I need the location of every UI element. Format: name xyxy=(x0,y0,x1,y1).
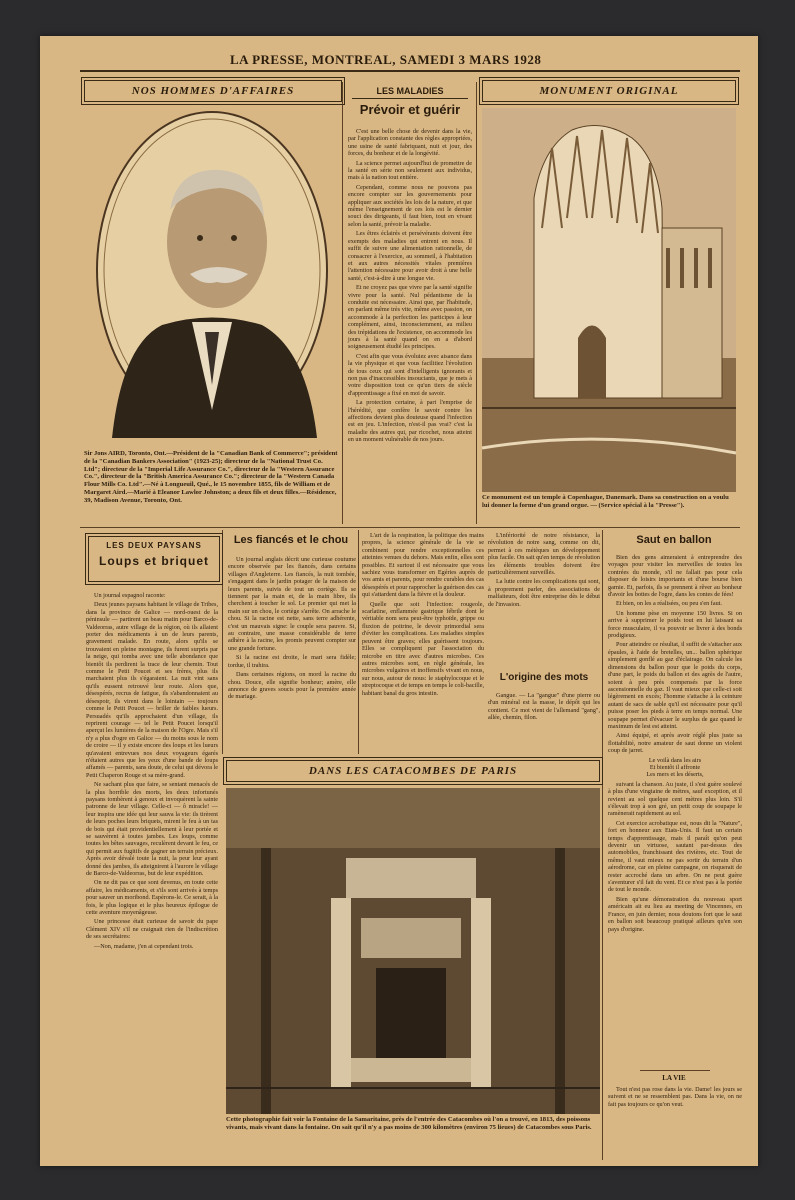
section-title-hommes: NOS HOMMES D'AFFAIRES xyxy=(84,80,342,102)
section-rule xyxy=(80,527,740,528)
paragraph: Les êtres éclairés et persévérants doivent être exempts des maladies qui entrent en nous. Il suffit de suivre une alimentation rationnelle, de consacrer à l'exercice, au sommeil, à l'habitation et aux autres nécessités vitales premières l'attention nécessaire pour avoir droit à une belle santé, c'est-à-dire à une longue vie. xyxy=(348,230,472,282)
paysans-heading-box xyxy=(88,536,220,582)
catacombes-caption: Cette photographie fait voir la Fontaine de la Samaritaine, près de l'entrée des Catacombes où l'on a trouvé, en 1813, des poissons vivants, mais vivant dans la fontaine. On sait qu'il n'y a pas moins de 300 kilomètres (environ 75 lieues) de Catacombes sous Paris. xyxy=(226,1116,592,1131)
verse-line: Le voilà dans les airs xyxy=(648,756,702,764)
verse xyxy=(608,757,742,779)
paragraph: Et bien, on les a réalisées, ou peu s'en faut. xyxy=(616,600,722,608)
paysans-kicker: LES DEUX PAYSANS xyxy=(106,541,202,550)
paragraph: Gangue. — La "gangue" d'une pierre ou d'un minéral est la masse, le dépôt qui les contient. Ce mot vient de l'allemand "gang", allée, chemin, filon. xyxy=(488,692,600,722)
maladies-article-continued xyxy=(362,532,484,697)
paragraph: Un journal anglais décrit une curieuse coutume encore observée par les fiancés, dans certains villages d'Angleterre. Les fiancés, la nuit tombée, s'engagent dans le jardin potager de la maison de leurs parents, suivis de tout un cortège. Ils se tiennent par la main et, de la main libre, ils cherchent à toucher le sol. Le premier qui met la main sur un chou, le cortège s'arrête. On arrache le chou. Si la racine est nette, sans terre adhérente, c'est un mauvais signe: le couple sera pauvre. Si, au contraire, une masse considérable de terre adhère à la racine, les promis peuvent compter sur une grande fortune. xyxy=(228,556,356,652)
paragraph: La protection certaine, à part l'emprise de l'hérédité, que confère le savoir contre les affections devient plus douteuse quand l'infection est en jeu. L'infection, n'est-il pas vrai? c'est la maladie des autres qui, par ricochet, nous atteint en un moment vulnérable de nos jours. xyxy=(348,399,472,444)
column-rule xyxy=(342,82,343,524)
paragraph: Bien des gens aimeraient à entreprendre des voyages pour visiter les merveilles de toutes les contrées du monde, s'il ne fallait pas pour cela disposer de loisirs importants et d'une bourse bien garnie. Et, parfois, ils se prennent à rêver au bonheur d'avoir les bottes de l'ogre, dans les contes de fées! xyxy=(608,554,742,599)
church-image xyxy=(482,108,736,492)
section-title-monument: MONUMENT ORIGINAL xyxy=(482,80,736,102)
portrait-image xyxy=(92,110,332,438)
vie-title: LA VIE xyxy=(662,1074,686,1082)
paragraph: C'est une belle chose de devenir dans la vie, par l'application constante des règles appropriées, une usine de santé fabriquant, nuit et jour, des forces, du bonheur et de la longévité. xyxy=(348,128,472,158)
fountain-image xyxy=(226,788,600,1114)
paragraph: La science permet aujourd'hui de promettre de la santé en série non seulement aux individus, mais à la nation tout entière. xyxy=(348,159,472,182)
paragraph: Pour atteindre ce résultat, il suffit de s'attacher aux épaules, à l'aide de bretelles, un... ballon sphérique simplement gonflé au gaz d'éclairage. On calcule les dimensions du ballon pour que le poids du corps, d'une part, le poids du ballon et des agrès de l'autre, soient à peu près compensés par la force ascensionnelle du gaz. Il vaut mieux que celle-ci soit légèrement en excès; l'homme s'attache à la ceinture autant de sacs de sable qu'il est nécessaire pour qu'il puisse poser les pieds à terre en temps normal. Une soupape permet d'évacuer le surplus de gaz quand le maximum de lest est atteint. xyxy=(608,641,742,730)
ballon-article xyxy=(608,554,742,1066)
paragraph: Dans certaines régions, on mord la racine du chou. Douce, elle signifie bonheur; amère, elle annonce de graves soucis pour la première année de mariage. xyxy=(228,671,356,701)
fiances-article xyxy=(228,556,356,752)
paragraph: Ainsi équipé, et après avoir réglé plus juste sa flottabilité, notre amateur de saut donne un violent coup de jarret. xyxy=(608,732,742,755)
portrait-photo xyxy=(92,110,332,438)
fiances-headline: Les fiancés et le chou xyxy=(233,534,349,546)
page-header xyxy=(80,46,740,72)
paragraph: Deux jeunes paysans habitant le village de Tribes, dans la province de Galice — nord-ouest de la péninsule — partirent un beau matin pour Barco-de-Valdeorras, autre village de la région, où ils allaient porter des médicaments à un de leurs parents, gravement malade. En route, alors qu'ils se trouvaient en pleine montagne, ils furent surpris par la neige, qui tomba avec une telle abondance que bientôt ils perdirent la trace de leur chemin. Tout comme le Petit Poucet et ses frères, plus ils marchaient plus ils s'égaraient. La nuit vint sans qu'ils eussent retrouvé leur route. Alors que, désespérés, recrus de fatigue, ils s'abandonnaient au désespoir, ils virent dans le lointain — toujours comme le Petit Poucet — briller de faibles lueurs. Persuadés qu'ils approchaient d'un village, ils reprirent courage — tel le Petit Poucet lorsqu'il aperçut les lumières de la maison de l'Ogre. Mais s'il n'y a plus d'ogre en Galice — du moins sous le nom de croire — il y existe encore des loups et les lueurs qu'avaient entrevues nos deux voyageurs égarés n'étaient autres que les yeux d'une bande de loups affamés — parents, sans doute, de celui qui dévora le Petit Chaperon Rouge et sa mère-grand. xyxy=(86,601,219,779)
maladies-kicker: LES MALADIES xyxy=(352,86,468,99)
monument-photo xyxy=(482,108,736,492)
column-rule xyxy=(358,530,359,754)
verse-line: Les mers et les déserts, xyxy=(646,771,704,779)
origine-headline: L'origine des mots xyxy=(499,672,589,683)
catacombes-photo xyxy=(226,788,600,1114)
paragraph: Quelle que soit l'infection: rougeole, scarlatine, enflammée gastrique fébrile dont le véritable nom sera peut-être typhoïde, grippe ou fluxion de poitrine, le devoir primordial sera d'éviter les complications. Les maladies simples peuvent être graves; elles guérissent toujours. Elles se compliquent par l'association du microbe en titre avec d'autres microbes. Ces autres microbes sont, en règle générale, les microbes vulgaires et inoffensifs vivant en nous, sur nous, autour de nous: le staphylocoque et le streptocoque et de temps en temps le coli-bacille, habitant banal du gros intestin. xyxy=(362,600,484,697)
verse-line: Et bientôt il affronte xyxy=(649,763,701,771)
monument-caption: Ce monument est un temple à Copenhague, Danemark. Dans sa construction on a voulu lui donner la forme d'un grand orgue. — (Service spécial à la "Presse"). xyxy=(482,494,729,509)
section-title-catacombes: DANS LES CATACOMBES DE PARIS xyxy=(226,760,600,782)
paragraph: L'art de la respiration, la politique des mains propres, la science générale de la vie se combinent pour rendre exceptionnelles ces atteintes venues du dehors. Mais enfin, elles sont possibles. Et surtout il est nécessaire que vous sachiez vous transformer en Egéries auprès de vos amis et parents, pour rendre curables des cas désespérés et pour rapprocher la guérison des cas qui s'attardent dans la fièvre et la douleur. xyxy=(362,532,484,599)
vie-text xyxy=(608,1086,742,1156)
paragraph: Une princesse était curieuse de savoir du pape Clément XIV s'il ne craignait rien de l'indiscrétion de ses secrétaires: xyxy=(86,918,218,941)
paragraph: Bien qu'une démonstration du nouveau sport américain ait eu lieu au meeting de Vincennes, en France, en juin dernier, nous doutons fort que le saut en ballon soit beaucoup pratiqué ailleurs qu'en son pays d'origine. xyxy=(608,895,742,933)
newspaper-page xyxy=(40,36,758,1166)
column-rule xyxy=(476,82,477,524)
paragraph: Un homme pèse en moyenne 150 livres. Si on arrive à supprimer le poids tout en lui laissant sa force musculaire, il va pouvoir se livrer à des bonds prodigieux. xyxy=(608,609,742,640)
column-rule xyxy=(602,530,603,1160)
paysans-article xyxy=(86,592,218,1162)
maladies-headline: Prévoir et guérir xyxy=(359,102,461,117)
paragraph: L'infériorité de notre résistance, la révolution de notre sang, comme on dit, permet à ces métèques un développement plus facile. On sait qu'en temps de révolution les éléments troubles doivent être particulièrement surveillés. xyxy=(488,532,600,577)
portrait-caption: Sir Jons AIRD, Toronto, Ont.—Président de la "Canadian Bank of Commerce"; président de la "Canadian Bankers Association" (1923-25); directeur de la "National Trust Co. Ltd"; directeur de la "Imperial Life Assurance Co.", directeur de la "Western Assurance Co.", directeur de la "British America Assurance Co."; directeur de la "Western Canada Flour Mills Co. Ltd".—Né à Longueuil, Qué., le 15 novembre 1855, fils de William et de Margaret Aird.—Marié à Eleanor Lawlor Johnston; a deux fils et deux filles.—Résidence, 39, Madison Avenue, Toronto, Ont. xyxy=(84,450,338,504)
paragraph: Cet exercice acrobatique est, nous dit la "Nature", fort en honneur aux Etats-Unis. Il faut un certain temps d'apprentissage, mais il paraît qu'on peut devenir un virtuose, sautant par-dessus des automobiles, franchissant des rivières, etc. Tout de même, il vaut mieux ne pas sortir du terrain d'un aérodrome, car en pleine campagne, on risquerait de rester accroché dans un arbre. On ne peut guère s'aventurer s'il fait du vent. Et ce n'est pas à la portée de tout le monde. xyxy=(608,819,742,894)
paragraph: Cependant, comme nous ne pouvons pas encore compter sur les gouvernements pour appliquer aux sociétés les lois de la nature, et que même l'enseignement de ces lois est le dernier souci des dirigeants, il faut bien, tout en vivant selon la santé, prévoir la maladie. xyxy=(348,183,472,228)
header-text: LA PRESSE, MONTREAL, SAMEDI 3 MARS 1928 xyxy=(230,52,542,67)
maladies-article xyxy=(348,128,472,524)
maladies-article-end xyxy=(488,532,600,664)
paragraph: La lutte contre les complications qui sont, à proprement parler, des associations de malfaiteurs, doit être entreprise dès le début de l'invasion. xyxy=(488,578,600,608)
paragraph: Et ne croyez pas que vivre par la santé signifie vivre pour la santé. Nul pédantisme de la conduite est nécessaire. Ainsi que, par l'habitude, en parlant même très vite, même avec passion, on accommode à la perfection les participes à leur complément, ainsi, inconsciemment, au milieu des trépidations de l'existence, on accommode les jours à la santé quand on en a d'abord soigneusement étudié les principes. xyxy=(348,284,472,351)
paragraph: Un journal espagnol raconte: xyxy=(94,592,166,599)
paragraph: —Non, madame, j'en ai cependant trois. xyxy=(94,942,194,950)
paysans-headline: Loups et briquet xyxy=(99,554,209,568)
paragraph: C'est afin que vous évoluiez avec aisance dans la vie physique et que vous facilitiez l'évolution de tous ceux qui sont d'intelligents ignorants et non pas d'inaccessibles insouciants, que je mets à votre disposition tout ce qu'un tiers de siècle d'apprentissage a fixé en moi de savoir. xyxy=(348,352,472,397)
paragraph: suivant la chanson. Au juste, il s'est guère soulevé à plus d'une vingtaine de mètres, sauf exception, et il revient au sol quelque cent mètres plus loin. S'il s'élevait trop à son gré, un petit coup de soupape le ramènerait rapidement au sol. xyxy=(608,780,742,818)
origine-text xyxy=(488,692,600,752)
ballon-headline: Saut en ballon xyxy=(636,534,712,546)
paragraph: Si la racine est droite, le mari sera fidèle; tordue, il trahira. xyxy=(228,654,356,669)
paragraph: Ne sachant plus que faire, se sentant menacés de la plus horrible des morts, les deux infortunés paysans tombèrent à genoux et invoquèrent la sainte patronne de leur village. Celle-ci — ô miracle! — leur inspira une idée qui leur sauva la vie: ils tirèrent de leurs poches leurs briquets, mirent le feu à un tas de bois qui était providentiellement à leur portée et se sauvèrent à toutes jambes. Les loups, comme toutes les bêtes sauvages, reculèrent devant le feu, ce qui permit aux fugitifs de gagner un terrain précieux. Après avoir dévalé toute la nuit, la peur leur ayant donné des jambes, ils atteignirent à l'aurore le village de Barco-de-Valdeorras, but de leur expédition. xyxy=(86,781,218,878)
short-rule xyxy=(640,1070,710,1071)
column-rule xyxy=(222,530,223,754)
paragraph: Tout n'est pas rose dans la vie. Dame! les jours se suivent et ne se ressemblent pas. Dans la vie, on ne fait pas toujours ce qu'on veut. xyxy=(608,1086,742,1108)
paragraph: On ne dit pas ce que sont devenus, en toute cette affaire, les médicaments, et s'ils sont arrivés à temps pour sauver un moribond. Espérons-le. Ce serait, à la fois, le plus logique et le plus heureux épilogue de cette aventure moyenâgeuse. xyxy=(86,879,218,917)
